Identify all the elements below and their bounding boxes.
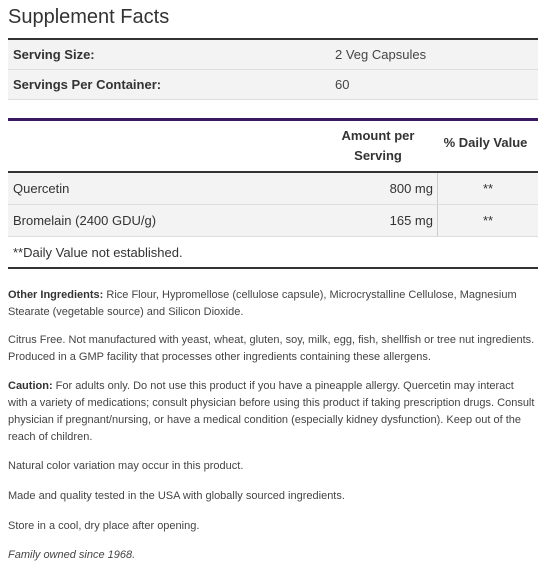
daily-value-footnote: **Daily Value not established. xyxy=(8,237,538,269)
family-owned-note xyxy=(8,547,536,564)
table-header xyxy=(8,121,538,169)
table-row xyxy=(8,205,538,237)
serving-table xyxy=(8,38,538,100)
page-title: Supplement Facts xyxy=(8,6,170,28)
other-ingredients xyxy=(8,287,536,321)
serving-size-row xyxy=(8,40,538,69)
caution-statement xyxy=(8,378,536,446)
servings-per-container-label: Servings Per Container: xyxy=(13,77,162,92)
amount-per-serving-header: Amount per Serving xyxy=(341,128,415,163)
serving-size-label: Serving Size: xyxy=(13,47,95,62)
family-owned-text: Family owned since 1968. xyxy=(8,549,136,561)
allergen-statement: Citrus Free. Not manufactured with yeast, wheat, gluten, soy, milk, egg, fish, shellfish or tree nut ingredients. Produced in a GMP facility that processes other ingredients containing these allergens. xyxy=(8,334,535,363)
storage-note: Store in a cool, dry place after opening. xyxy=(8,520,200,532)
made-in-usa-note: Made and quality tested in the USA with globally sourced ingredients. xyxy=(8,490,345,502)
ingredient-amount: 165 mg xyxy=(389,213,433,228)
daily-value-header: % Daily Value xyxy=(443,135,528,150)
servings-per-container-value: 60 xyxy=(335,77,350,92)
caution-label: Caution: xyxy=(8,380,53,392)
ingredient-daily-value: ** xyxy=(437,173,538,204)
ingredient-name: Bromelain (2400 GDU/g) xyxy=(13,213,157,228)
ingredient-name: Quercetin xyxy=(13,181,70,196)
other-ingredients-label: Other Ingredients: xyxy=(8,289,104,301)
servings-per-container-row xyxy=(8,69,538,99)
ingredient-table xyxy=(8,171,538,269)
ingredient-amount: 800 mg xyxy=(389,181,433,196)
caution-text: For adults only. Do not use this product if you have a pineapple allergy. Quercetin may interact with a variety of medications; consult physician before using this product if taking prescription drugs. Consult physician if pregnant/nursing, or have a medical condition (especially kidney dysfunction). Keep out of the reach of children. xyxy=(8,380,535,443)
ingredient-daily-value: ** xyxy=(437,205,538,236)
color-variation-note: Natural color variation may occur in this product. xyxy=(8,460,244,472)
serving-size-value: 2 Veg Capsules xyxy=(335,47,427,62)
table-row xyxy=(8,173,538,205)
other-ingredients-text: Rice Flour, Hypromellose (cellulose capsule), Microcrystalline Cellulose, Magnesium Stearate (vegetable source) and Silicon Dioxide. xyxy=(8,289,517,318)
